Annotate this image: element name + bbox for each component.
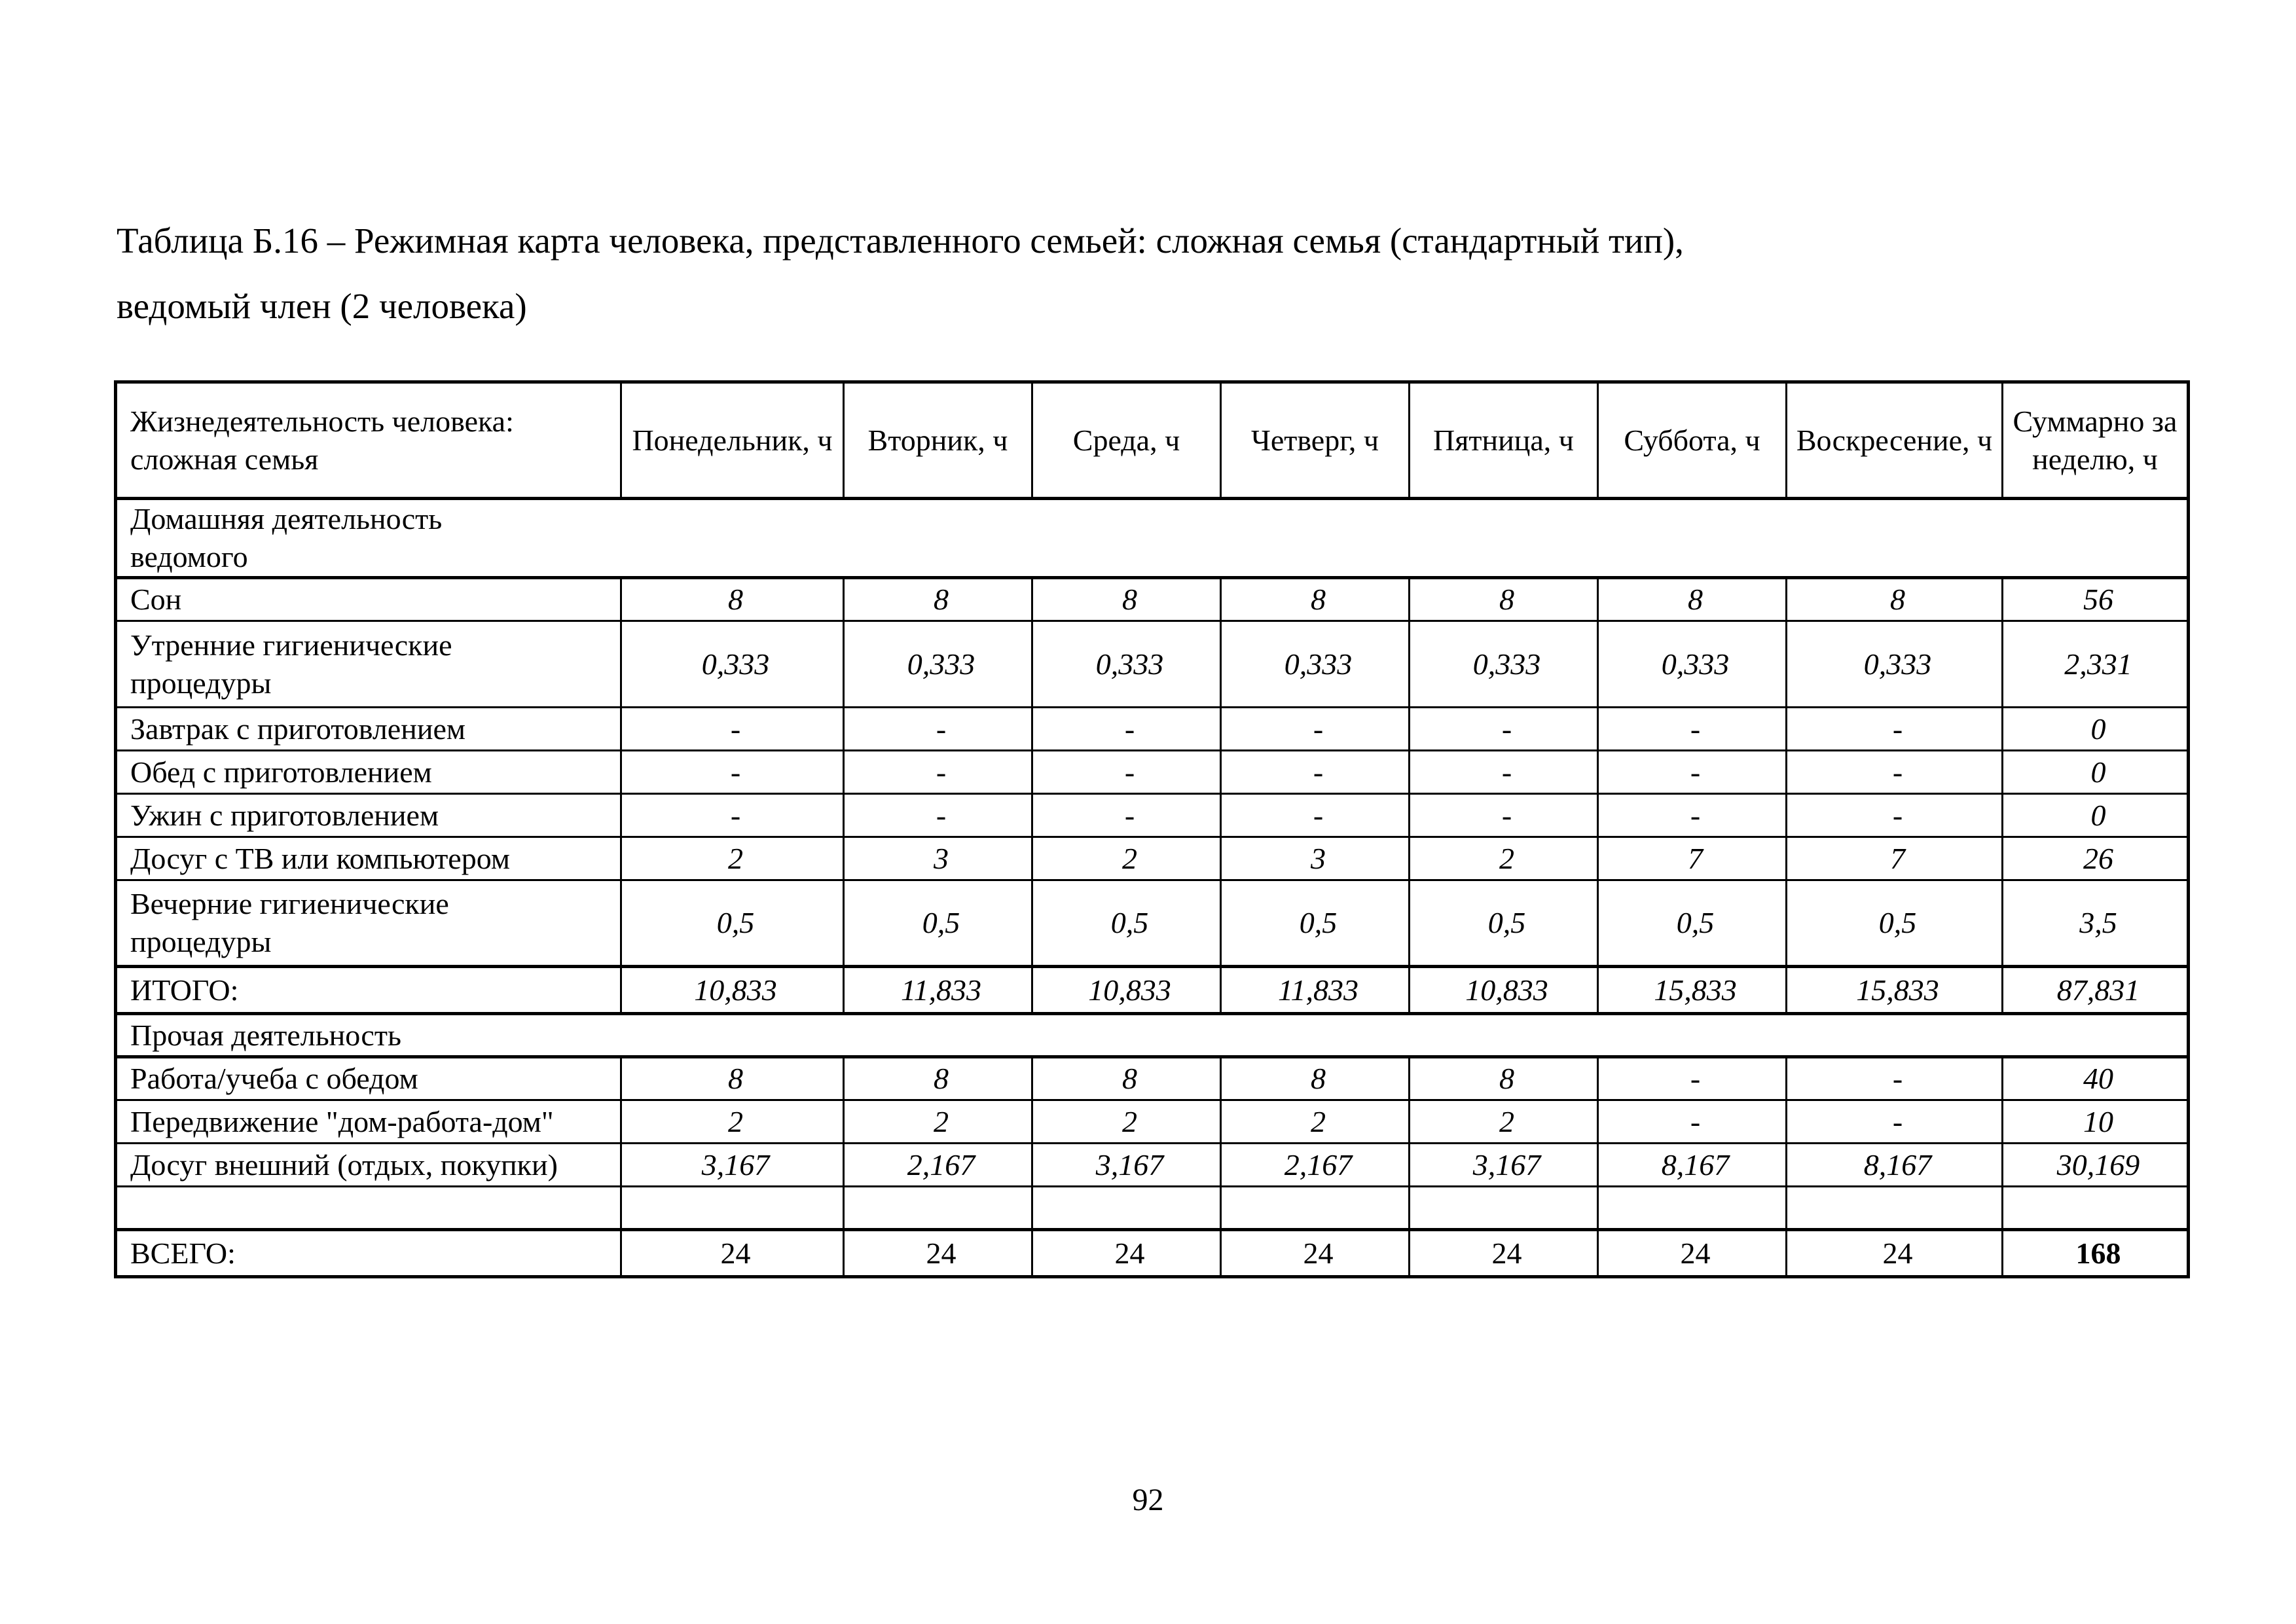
- cell-value: 8,167: [1787, 1144, 2003, 1187]
- cell-value: 2: [1410, 837, 1598, 880]
- cell-value: 10,833: [1410, 967, 1598, 1014]
- cell-weekly-total: 56: [2003, 578, 2189, 621]
- cell-value: 24: [844, 1230, 1032, 1277]
- header-activity: Жизнедеятельность человека: сложная семья: [116, 382, 621, 499]
- row-label: Досуг внешний (отдых, покупки): [116, 1144, 621, 1187]
- caption-line-2: ведомый член (2 человека): [117, 286, 527, 326]
- cell-value: -: [1598, 1057, 1787, 1100]
- cell-value: 8: [1221, 1057, 1410, 1100]
- cell-value: 0,5: [621, 880, 844, 967]
- header-sunday: Воскресение, ч: [1787, 382, 2003, 499]
- cell-value: 8,167: [1598, 1144, 1787, 1187]
- cell-value: 8: [1221, 578, 1410, 621]
- cell-value: -: [1221, 794, 1410, 837]
- cell-value: 8: [621, 578, 844, 621]
- empty-cell: [1221, 1187, 1410, 1230]
- cell-value: 3,167: [1032, 1144, 1221, 1187]
- cell-weekly-total: 30,169: [2003, 1144, 2189, 1187]
- cell-value: 15,833: [1598, 967, 1787, 1014]
- header-monday: Понедельник, ч: [621, 382, 844, 499]
- table-row: [116, 1100, 2189, 1144]
- caption-line-1: Таблица Б.16 – Режимная карта человека, представленного семьей: сложная семья (стандартный тип),: [117, 221, 1684, 261]
- cell-value: 0,5: [1410, 880, 1598, 967]
- cell-value: 24: [1221, 1230, 1410, 1277]
- table-row: [116, 1144, 2189, 1187]
- cell-value: 3: [844, 837, 1032, 880]
- empty-cell: [621, 1187, 844, 1230]
- cell-value: 8: [1410, 578, 1598, 621]
- cell-value: -: [1410, 751, 1598, 794]
- cell-value: -: [1787, 708, 2003, 751]
- regime-table: [114, 380, 2190, 1278]
- total-label: ИТОГО:: [116, 967, 621, 1014]
- grand-total-row: [116, 1230, 2189, 1277]
- section-home-label: [116, 499, 2189, 578]
- cell-value: 3,167: [1410, 1144, 1598, 1187]
- cell-value: 0,333: [1221, 621, 1410, 708]
- table-row: [116, 880, 2189, 967]
- row-label: Обед с приготовлением: [116, 751, 621, 794]
- cell-value: 8: [621, 1057, 844, 1100]
- header-thursday: Четверг, ч: [1221, 382, 1410, 499]
- cell-value: 8: [1598, 578, 1787, 621]
- cell-value: 0,333: [1598, 621, 1787, 708]
- empty-cell: [844, 1187, 1032, 1230]
- table-row: [116, 794, 2189, 837]
- header-wednesday: Среда, ч: [1032, 382, 1221, 499]
- cell-value: 0,5: [844, 880, 1032, 967]
- section-row-home: [116, 499, 2189, 578]
- row-label: [116, 880, 621, 967]
- cell-value: 3: [1221, 837, 1410, 880]
- cell-value: -: [1598, 751, 1787, 794]
- cell-value: 0,5: [1221, 880, 1410, 967]
- cell-value: -: [621, 708, 844, 751]
- section-other-label: Прочая деятельность: [116, 1014, 2189, 1057]
- empty-cell: [1032, 1187, 1221, 1230]
- cell-value: 8: [1787, 578, 2003, 621]
- cell-value: 0,5: [1032, 880, 1221, 967]
- empty-cell: [1598, 1187, 1787, 1230]
- table-row: [116, 1057, 2189, 1100]
- cell-value: 0,5: [1787, 880, 2003, 967]
- cell-value: 24: [1787, 1230, 2003, 1277]
- cell-value: 11,833: [1221, 967, 1410, 1014]
- row-label: [116, 621, 621, 708]
- table-row: [116, 751, 2189, 794]
- total-row: [116, 967, 2189, 1014]
- cell-weekly-total: 26: [2003, 837, 2189, 880]
- cell-value: 10,833: [621, 967, 844, 1014]
- cell-value: -: [1598, 794, 1787, 837]
- row-label: Работа/учеба с обедом: [116, 1057, 621, 1100]
- cell-value: 24: [1410, 1230, 1598, 1277]
- cell-value: -: [621, 751, 844, 794]
- cell-value: 2: [1221, 1100, 1410, 1144]
- cell-value: 24: [1598, 1230, 1787, 1277]
- table-row: [116, 578, 2189, 621]
- cell-value: 8: [844, 1057, 1032, 1100]
- cell-weekly-total: 87,831: [2003, 967, 2189, 1014]
- cell-value: 7: [1787, 837, 2003, 880]
- cell-weekly-total: 10: [2003, 1100, 2189, 1144]
- cell-value: 0,333: [1032, 621, 1221, 708]
- cell-value: -: [1410, 708, 1598, 751]
- cell-value: 24: [621, 1230, 844, 1277]
- cell-value: -: [1221, 708, 1410, 751]
- header-friday: Пятница, ч: [1410, 382, 1598, 499]
- table-row: [116, 708, 2189, 751]
- row-label-text: Утренние гигиенические процедуры: [130, 628, 452, 700]
- cell-weekly-total: 0: [2003, 794, 2189, 837]
- empty-cell: [116, 1187, 621, 1230]
- section-row-other: [116, 1014, 2189, 1057]
- cell-value: 8: [1032, 1057, 1221, 1100]
- page-number: 92: [1132, 1483, 1164, 1517]
- cell-value: 2: [1032, 837, 1221, 880]
- row-label-text: Вечерние гигиенические процедуры: [130, 887, 449, 958]
- cell-value: 2: [1410, 1100, 1598, 1144]
- cell-value: -: [1787, 1100, 2003, 1144]
- cell-value: 8: [1032, 578, 1221, 621]
- cell-value: -: [1787, 1057, 2003, 1100]
- cell-value: -: [621, 794, 844, 837]
- cell-value: -: [1032, 751, 1221, 794]
- cell-weekly-total: 0: [2003, 751, 2189, 794]
- table-row: [116, 621, 2189, 708]
- cell-value: 11,833: [844, 967, 1032, 1014]
- header-row: [116, 382, 2189, 499]
- cell-value: -: [844, 751, 1032, 794]
- row-label: Передвижение "дом-работа-дом": [116, 1100, 621, 1144]
- cell-value: -: [1221, 751, 1410, 794]
- empty-row: [116, 1187, 2189, 1230]
- header-saturday: Суббота, ч: [1598, 382, 1787, 499]
- table-caption: [117, 208, 2198, 339]
- cell-value: 2: [621, 837, 844, 880]
- cell-value: 10,833: [1032, 967, 1221, 1014]
- cell-value: 0,333: [1787, 621, 2003, 708]
- cell-weekly-total: 40: [2003, 1057, 2189, 1100]
- cell-weekly-total: 2,331: [2003, 621, 2189, 708]
- cell-value: 0,5: [1598, 880, 1787, 967]
- cell-weekly-total: 3,5: [2003, 880, 2189, 967]
- cell-value: 2: [621, 1100, 844, 1144]
- cell-weekly-total: 0: [2003, 708, 2189, 751]
- empty-cell: [1410, 1187, 1598, 1230]
- grand-total-value: 168: [2003, 1230, 2189, 1277]
- empty-cell: [1787, 1187, 2003, 1230]
- cell-value: 24: [1032, 1230, 1221, 1277]
- section-home-text: Домашняя деятельность ведомого: [130, 502, 443, 573]
- row-label: Завтрак с приготовлением: [116, 708, 621, 751]
- row-label: Ужин с приготовлением: [116, 794, 621, 837]
- cell-value: -: [1787, 751, 2003, 794]
- cell-value: -: [844, 708, 1032, 751]
- table-row: [116, 837, 2189, 880]
- cell-value: -: [844, 794, 1032, 837]
- cell-value: 8: [844, 578, 1032, 621]
- cell-value: -: [1598, 708, 1787, 751]
- empty-cell: [2003, 1187, 2189, 1230]
- cell-value: -: [1598, 1100, 1787, 1144]
- cell-value: 3,167: [621, 1144, 844, 1187]
- cell-value: 2,167: [844, 1144, 1032, 1187]
- header-tuesday: Вторник, ч: [844, 382, 1032, 499]
- cell-value: 8: [1410, 1057, 1598, 1100]
- cell-value: 2: [844, 1100, 1032, 1144]
- cell-value: 2,167: [1221, 1144, 1410, 1187]
- cell-value: 0,333: [621, 621, 844, 708]
- cell-value: 7: [1598, 837, 1787, 880]
- cell-value: -: [1410, 794, 1598, 837]
- cell-value: 2: [1032, 1100, 1221, 1144]
- cell-value: 15,833: [1787, 967, 2003, 1014]
- header-weekly-total: Суммарно за неделю, ч: [2003, 382, 2189, 499]
- row-label: Сон: [116, 578, 621, 621]
- cell-value: -: [1032, 794, 1221, 837]
- row-label: Досуг с ТВ или компьютером: [116, 837, 621, 880]
- grand-total-label: ВСЕГО:: [116, 1230, 621, 1277]
- cell-value: 0,333: [844, 621, 1032, 708]
- cell-value: -: [1032, 708, 1221, 751]
- cell-value: -: [1787, 794, 2003, 837]
- cell-value: 0,333: [1410, 621, 1598, 708]
